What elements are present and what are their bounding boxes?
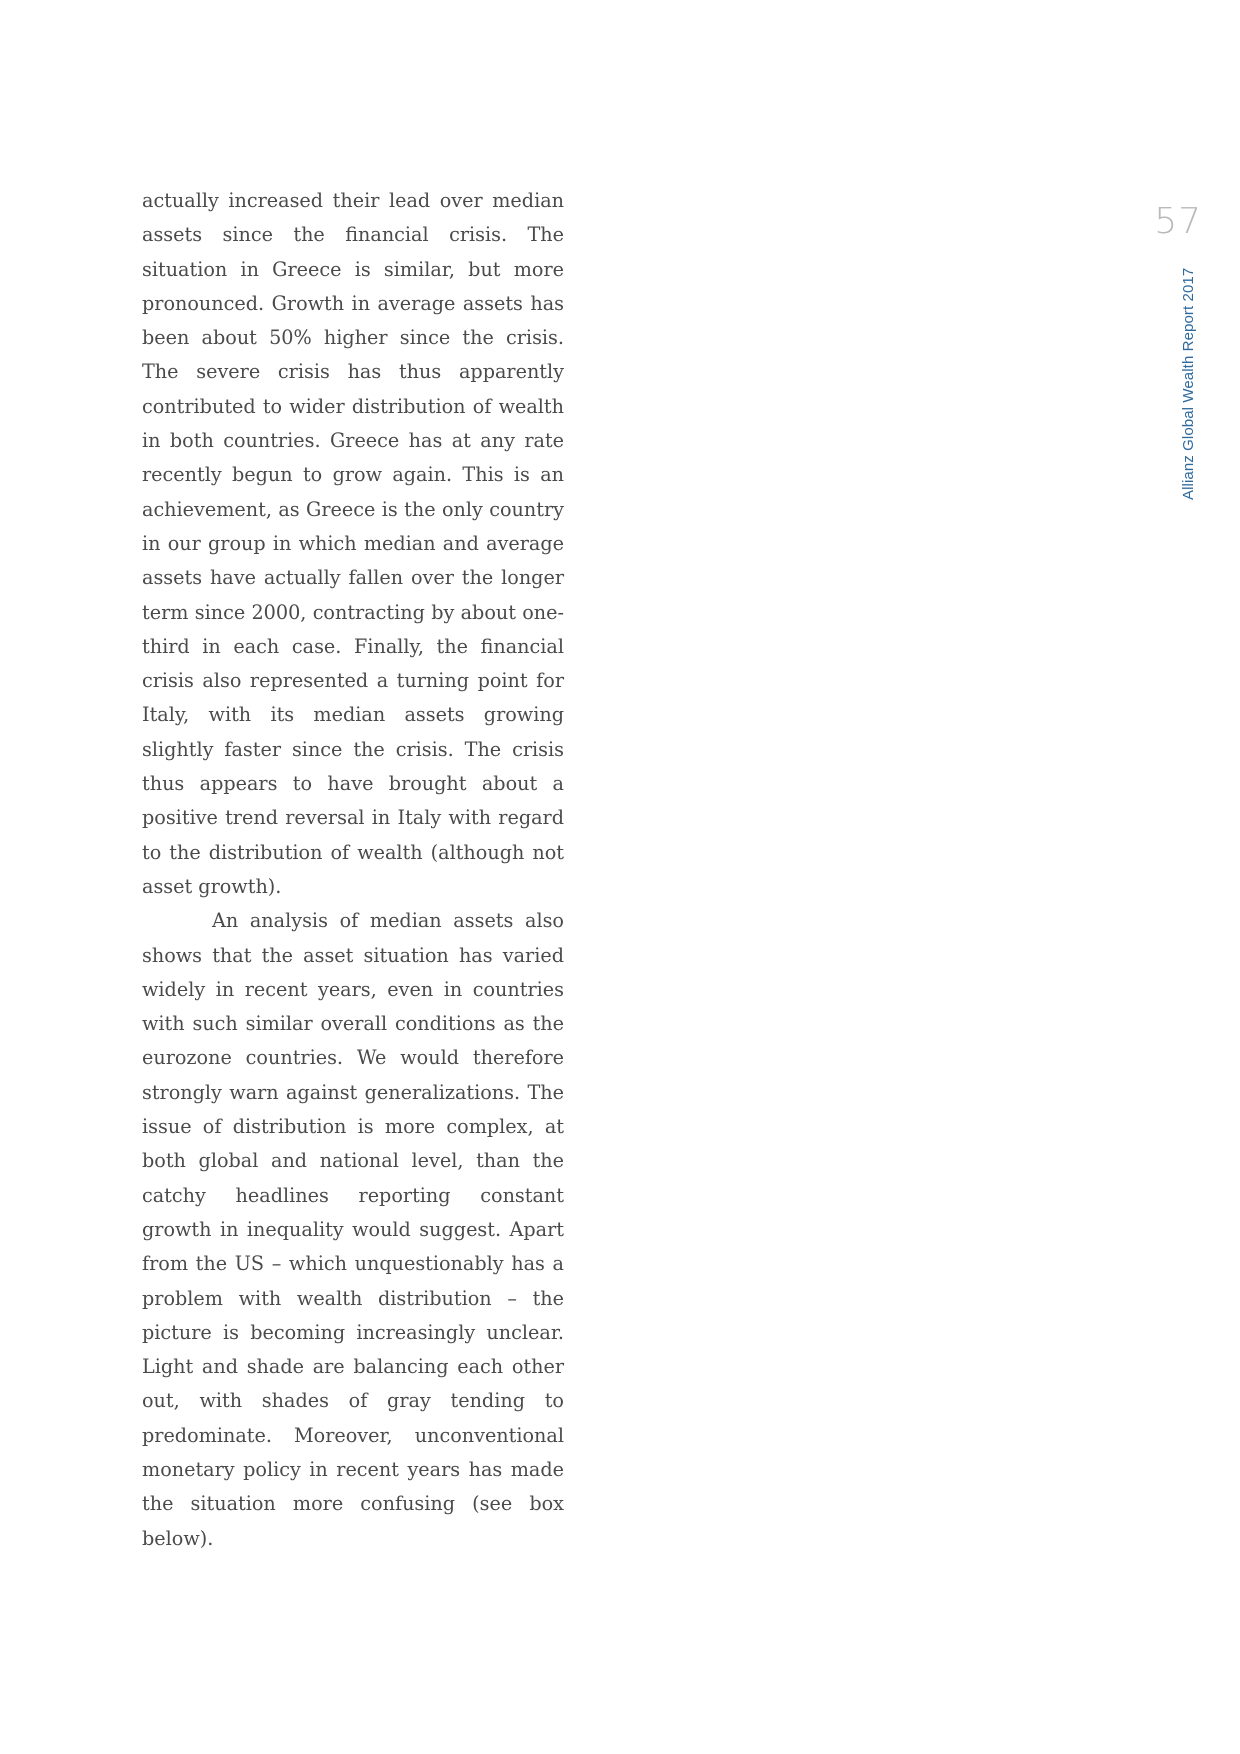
paragraph-2: An analysis of median assets also shows that the asset situation has varied widely in recent years, even in countries with such similar overall conditions as the eurozone countries. We would therefore strongly warn against generalizations. The issue of distribution is more complex, at both global and national level, than the catchy headlines reporting constant growth in inequality would suggest. Apart from the US – which unquestionably has a problem with wealth distribution – the picture is becoming increasingly unclear. Light and shade are balancing each other out, with shades of gray tending to predominate. Moreover, unconventional monetary policy in recent years has made the situation more confusing (see box below). (142, 909, 564, 1550)
running-title: Allianz Global Wealth Report 2017 (1180, 267, 1197, 500)
body-text-column (142, 184, 564, 1556)
paragraph-1: actually increased their lead over median assets since the financial crisis. The situation in Greece is similar, but more pronounced. Growth in average assets has been about 50% higher since the crisis. The severe crisis has thus apparently contributed to wider distribution of wealth in both countries. Greece has at any rate recently begun to grow again. This is an achievement, as Greece is the only country in our group in which median and average assets have actually fallen over the longer term since 2000, contracting by about one-third in each case. Finally, the financial crisis also represented a turning point for Italy, with its median assets growing slightly faster since the crisis. The crisis thus appears to have brought about a positive trend reversal in Italy with regard to the distribution of wealth (although not asset growth). (142, 189, 564, 898)
page-number: 57 (1154, 201, 1202, 242)
